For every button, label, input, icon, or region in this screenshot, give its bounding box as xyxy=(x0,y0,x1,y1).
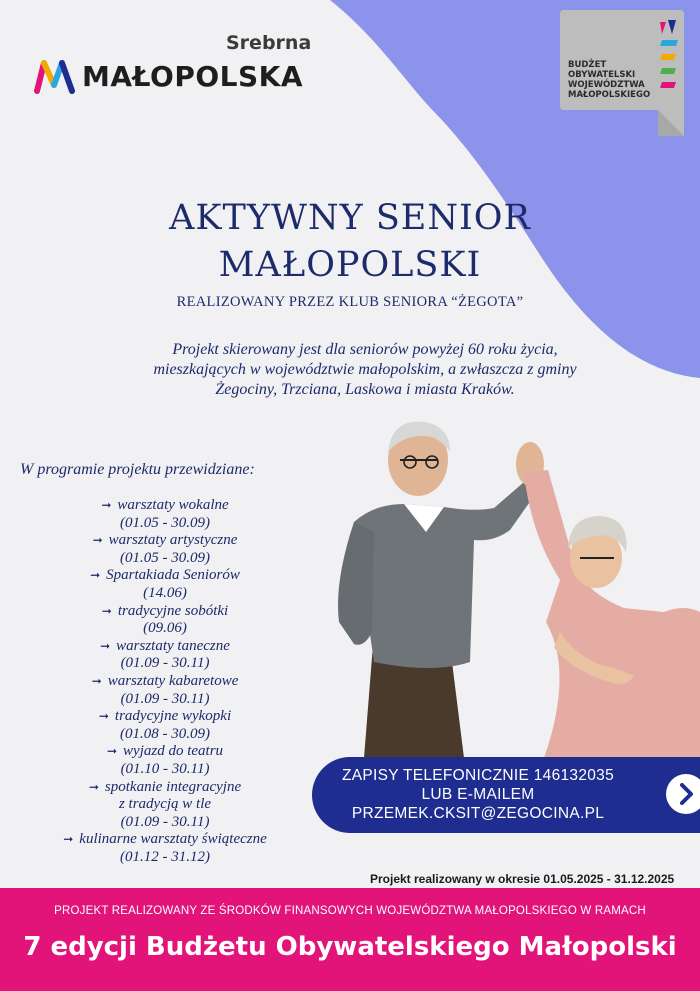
program-item xyxy=(0,497,330,532)
budget-badge-line: WOJEWÓDZTWA xyxy=(568,80,645,90)
description-line: Żegociny, Trzciana, Laskowa i miasta Kraków. xyxy=(215,381,515,398)
program-item xyxy=(0,603,330,638)
description-line: Projekt skierowany jest dla seniorów powyżej 60 roku życia, xyxy=(172,341,558,358)
program-item-dates: (01.09 - 30.11) xyxy=(120,690,210,707)
signup-email: PRZEMEK.CKSIT@ZEGOCINA.PL xyxy=(351,805,605,822)
description-line: mieszkających w województwie małopolskim, a zwłaszcza z gminy xyxy=(153,361,577,378)
program-item-name: Spartakiada Seniorów xyxy=(106,567,240,584)
dancing-seniors-photo xyxy=(334,412,700,758)
project-description xyxy=(80,340,650,400)
program-item xyxy=(0,567,330,602)
program-item-title xyxy=(0,497,330,515)
page-title xyxy=(0,195,700,289)
program-item-dates: (01.05 - 30.09) xyxy=(120,514,210,531)
program-item-dates: (14.06) xyxy=(143,584,187,601)
program-item xyxy=(0,831,330,866)
program-item-dates: (01.09 - 30.11) xyxy=(120,655,210,672)
program-item-title xyxy=(0,743,330,761)
budget-badge-text xyxy=(568,60,656,100)
program-item-name: spotkanie integracyjne xyxy=(104,778,242,795)
budget-badge-line: MAŁOPOLSKIEGO xyxy=(568,90,651,100)
program-item-title xyxy=(0,708,330,726)
program-item-extra: z tradycją w tle xyxy=(118,796,212,813)
program-list xyxy=(0,497,330,866)
program-item-title xyxy=(0,779,330,797)
arrow-right-icon: ➞ xyxy=(101,603,112,618)
program-item-name: tradycyjne sobótki xyxy=(117,602,229,619)
signup-text xyxy=(320,766,636,823)
arrow-right-icon: ➞ xyxy=(90,568,101,583)
budget-badge-line: OBYWATELSKI xyxy=(568,70,636,80)
program-item xyxy=(0,532,330,567)
arrow-right-icon: ➞ xyxy=(106,744,118,759)
program-item-dates: (01.10 - 30.11) xyxy=(120,760,210,777)
project-period: Projekt realizowany w okresie 01.05.2025 - 31.12.2025 xyxy=(370,872,675,886)
chevron-right-icon xyxy=(666,774,700,814)
logo-top-text: Srebrna xyxy=(226,32,312,54)
title-line-1: AKTYWNY SENIOR xyxy=(169,198,531,238)
signup-banner xyxy=(312,757,700,833)
signup-arrow-button[interactable] xyxy=(666,774,700,814)
program-item-name: kulinarne warsztaty świąteczne xyxy=(79,831,267,848)
program-item-title xyxy=(0,532,330,550)
arrow-right-icon: ➞ xyxy=(63,832,74,847)
arrow-right-icon: ➞ xyxy=(98,709,109,724)
footer-funding-note: PROJEKT REALIZOWANY ZE ŚRODKÓW FINANSOWYCH WOJEWÓDZTWA MAŁOPOLSKIEGO W RAMACH xyxy=(54,905,646,917)
program-item-dates: (01.12 - 31.12) xyxy=(120,848,210,865)
program-item-name: warsztaty artystyczne xyxy=(108,532,238,549)
signup-phone: ZAPISY TELEFONICZNIE 146132035 xyxy=(341,767,615,784)
program-item-name: warsztaty kabaretowe xyxy=(107,672,239,689)
program-heading: W programie projektu przewidziane: xyxy=(20,461,255,478)
program-item-name: warsztaty taneczne xyxy=(116,637,230,654)
program-item-dates: (01.08 - 30.09) xyxy=(120,725,210,742)
program-item-title xyxy=(0,638,330,656)
program-item-title xyxy=(0,603,330,621)
program-item-title xyxy=(0,673,330,691)
program-item-title xyxy=(0,567,330,585)
program-item-title xyxy=(0,831,330,849)
program-item-dates: (09.06) xyxy=(143,620,187,637)
budget-badge-line: BUDŻET xyxy=(568,60,607,70)
funding-footer xyxy=(0,888,700,991)
program-item-name: wyjazd do teatru xyxy=(123,743,224,760)
title-line-2: MAŁOPOLSKI xyxy=(218,245,482,285)
program-item-dates: (01.05 - 30.09) xyxy=(120,549,210,566)
subtitle: REALIZOWANY PRZEZ KLUB SENIORA “ŻEGOTA” xyxy=(176,294,524,310)
arrow-right-icon: ➞ xyxy=(92,533,103,548)
arrow-right-icon: ➞ xyxy=(101,498,112,512)
arrow-right-icon: ➞ xyxy=(88,779,99,794)
program-item xyxy=(0,673,330,708)
program-item xyxy=(0,638,330,673)
logo-mark-icon xyxy=(34,60,76,94)
program-item xyxy=(0,743,330,778)
program-item xyxy=(0,708,330,743)
signup-or-email: LUB E-MAILEM xyxy=(421,786,535,803)
footer-edition-title: 7 edycji Budżetu Obywatelskiego Małopolski xyxy=(23,932,677,962)
logo-main-text: MAŁOPOLSKA xyxy=(82,60,304,93)
arrow-right-icon: ➞ xyxy=(100,638,111,653)
program-item-dates: (01.09 - 30.11) xyxy=(120,813,210,830)
program-item xyxy=(0,779,330,832)
program-item-name: tradycyjne wykopki xyxy=(114,708,232,725)
arrow-right-icon: ➞ xyxy=(91,673,102,688)
program-item-name: warsztaty wokalne xyxy=(117,497,229,513)
